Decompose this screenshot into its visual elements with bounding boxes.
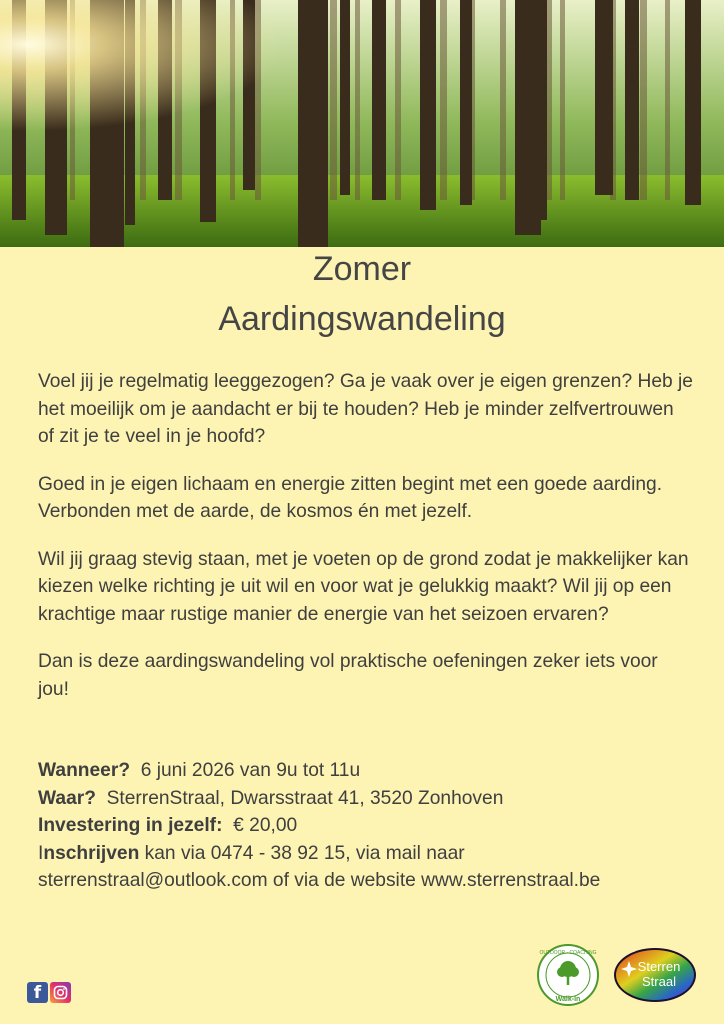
where-label: Waar?	[38, 787, 96, 809]
register-value: kan via 0474 - 38 92 15, via mail naar	[144, 842, 465, 864]
register-label: nschrijven	[43, 842, 140, 864]
facebook-icon[interactable]: f	[27, 982, 48, 1003]
where-row	[38, 785, 698, 813]
where-value: SterrenStraal, Dwarsstraat 41, 3520 Zonhoven	[106, 787, 504, 809]
sterren-text: Sterren	[637, 959, 681, 974]
when-label: Wanneer?	[38, 760, 131, 781]
paragraph-3: Wil jij graag stevig staan, met je voeten op de grond zodat je makkelijker kan kiezen welke richting je uit wil en voor wat je gelukkig maakt? Wil jij op een krachtige maar rustige manier de energie van het seizoen ervaren?	[38, 548, 689, 625]
walkin-bottom-text: Walk-In	[555, 996, 581, 1003]
register-contact[interactable]: sterrenstraal@outlook.com of via de website www.sterrenstraal.be	[38, 870, 601, 891]
register-row	[38, 840, 698, 868]
social-links	[27, 982, 71, 1003]
walkin-top-text: OUTDOOR · COACHING	[539, 950, 597, 956]
instagram-icon[interactable]	[50, 982, 71, 1003]
sterrenstraal-logo	[613, 947, 697, 1008]
paragraph-2: Goed in je eigen lichaam en energie zitten begint met een goede aarding. Verbonden met de aarde, de kosmos én met jezelf.	[38, 473, 663, 522]
walkin-logo	[536, 943, 600, 1012]
title-line-1: Zomer	[312, 250, 412, 288]
when-value: 6 juni 2026 van 9u tot 11u	[140, 760, 361, 781]
intro-text	[38, 368, 693, 723]
invest-row	[38, 812, 698, 840]
paragraph-4: Dan is deze aardingswandeling vol praktische oefeningen zeker iets voor jou!	[38, 651, 658, 700]
invest-label: Investering in jezelf:	[38, 815, 223, 836]
straal-text: Straal	[642, 974, 676, 989]
event-details	[38, 757, 698, 895]
paragraph-1: Voel jij je regelmatig leeggezogen? Ga je vaak over je eigen grenzen? Heb je het moeilijk om je aandacht er bij te houden? Heb je minder zelfvertrouwen of zit je te veel in je hoofd?	[38, 371, 693, 447]
invest-value: € 20,00	[233, 815, 298, 836]
forest-banner-image	[0, 0, 724, 247]
when-row	[38, 757, 698, 785]
title-line-2: Aardingswandeling	[218, 300, 506, 338]
register-prefix: I	[38, 842, 44, 864]
